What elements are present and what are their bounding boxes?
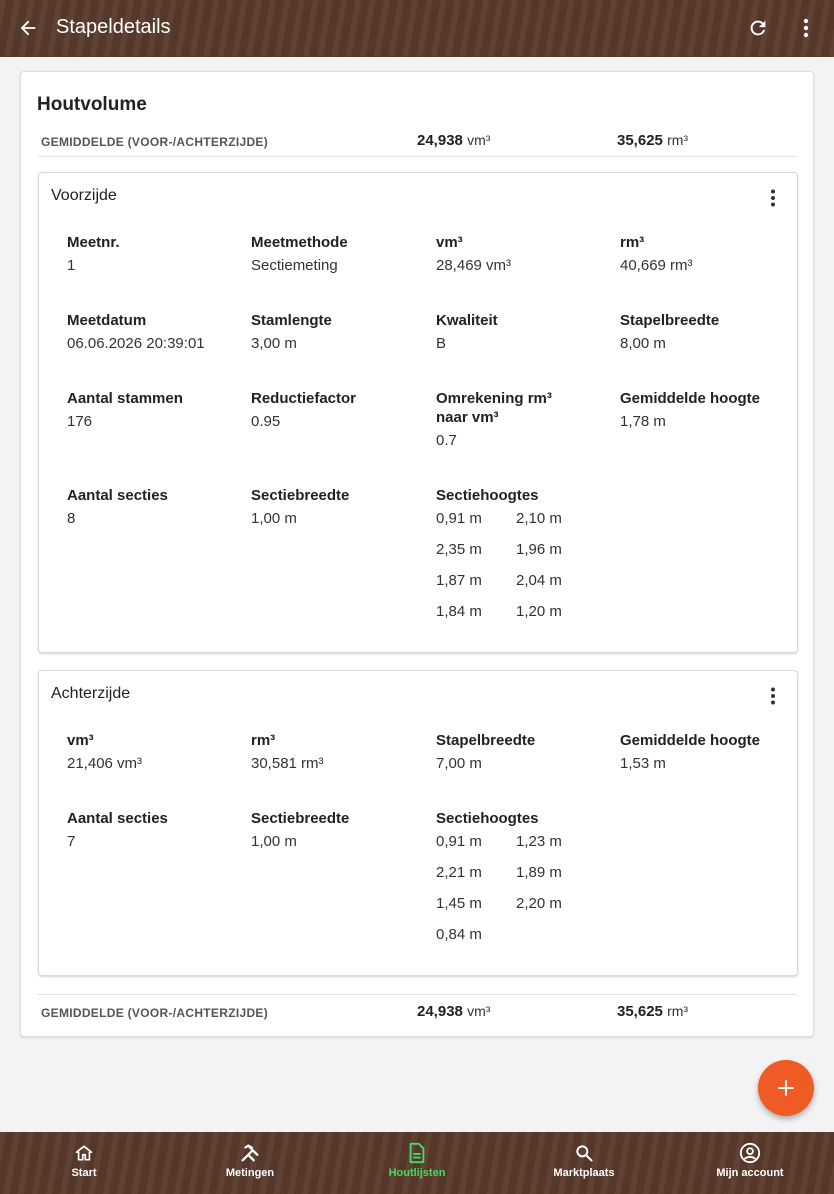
field-value: 176 — [67, 413, 93, 430]
field-value: 40,669 rm³ — [620, 257, 693, 274]
field-value: 1,78 m — [620, 413, 666, 430]
field-key: Gemiddelde hoogte — [620, 390, 761, 407]
field-section-heights — [436, 486, 606, 505]
section-height: 1,20 m — [516, 603, 562, 620]
field-section-width — [251, 486, 421, 528]
field-key: vm³ — [67, 732, 94, 749]
field-key: Omrekening rm³ naar vm³ — [436, 390, 552, 426]
field-section-count — [67, 486, 237, 528]
section-title: Houtvolume — [37, 94, 147, 115]
section-height: 1,87 m — [436, 572, 482, 589]
account-icon — [738, 1142, 762, 1164]
average-rm-value: 35,625 — [617, 132, 663, 149]
average-vm-unit: vm³ — [467, 132, 491, 148]
field-key: vm³ — [436, 234, 463, 251]
field-value: 1,00 m — [251, 833, 297, 850]
section-height: 0,84 m — [436, 926, 482, 943]
nav-item-houtlijsten[interactable] — [357, 1132, 477, 1194]
field-log-length — [251, 311, 421, 353]
field-section-width — [251, 809, 421, 851]
nav-item-metingen[interactable] — [190, 1132, 310, 1194]
section-height: 2,21 m — [436, 864, 482, 881]
field-value: Sectiemeting — [251, 257, 338, 274]
field-quality — [436, 311, 606, 353]
section-height: 1,84 m — [436, 603, 482, 620]
field-key: Kwaliteit — [436, 312, 498, 329]
field-reduction-factor — [251, 389, 421, 431]
field-key: Stamlengte — [251, 312, 332, 329]
field-value: 06.06.2026 20:39:01 — [67, 335, 205, 352]
home-icon — [72, 1142, 96, 1164]
more-vert-icon[interactable] — [759, 683, 787, 709]
more-vert-icon[interactable] — [794, 14, 818, 42]
field-method — [251, 233, 421, 275]
field-key: Meetnr. — [67, 234, 120, 251]
back-side-title: Achterzijde — [51, 685, 131, 702]
field-value: 21,406 vm³ — [67, 755, 143, 772]
nav-label: Start — [71, 1167, 97, 1179]
field-key: Stapelbreedte — [620, 312, 720, 329]
field-key: Aantal stammen — [67, 390, 183, 407]
field-log-count — [67, 389, 237, 431]
section-height: 2,04 m — [516, 572, 562, 589]
field-key: Aantal secties — [67, 810, 168, 827]
field-value: 0.7 — [436, 432, 457, 449]
field-stack-width — [620, 311, 790, 353]
front-side-card — [38, 172, 798, 653]
nav-label: Houtlijsten — [388, 1167, 446, 1179]
field-key: rm³ — [251, 732, 276, 749]
nav-item-start[interactable] — [24, 1132, 144, 1194]
field-value: 7,00 m — [436, 755, 482, 772]
field-key: Aantal secties — [67, 487, 168, 504]
field-conversion — [436, 389, 571, 450]
field-avg-height — [620, 731, 790, 773]
field-measure-nr — [67, 233, 237, 275]
field-value: 0.95 — [251, 413, 281, 430]
field-value: 8 — [67, 510, 76, 527]
field-key: Sectiebreedte — [251, 810, 350, 827]
field-value: B — [436, 335, 447, 352]
bottom-navigation — [0, 1132, 834, 1194]
average-label: GEMIDDELDE (VOOR-/ACHTERZIJDE) — [41, 135, 269, 149]
plus-icon — [776, 1078, 796, 1098]
arrow-back-icon[interactable] — [14, 14, 42, 42]
section-height: 1,45 m — [436, 895, 482, 912]
field-value: 1,53 m — [620, 755, 666, 772]
average-rm — [617, 132, 688, 149]
wood-volume-card — [20, 71, 814, 1037]
field-vm — [67, 731, 237, 773]
page-title: Stapeldetails — [56, 16, 171, 38]
field-avg-height — [620, 389, 790, 431]
field-rm — [251, 731, 421, 773]
field-stack-width — [436, 731, 606, 773]
field-date — [67, 311, 237, 353]
field-vm — [436, 233, 606, 275]
field-rm — [620, 233, 790, 275]
section-height: 1,23 m — [516, 833, 562, 850]
nav-item-marktplaats[interactable] — [524, 1132, 644, 1194]
add-button[interactable] — [758, 1060, 814, 1116]
refresh-icon[interactable] — [744, 14, 772, 42]
nav-label: Metingen — [225, 1167, 275, 1179]
nav-label: Marktplaats — [553, 1167, 615, 1179]
section-height: 2,20 m — [516, 895, 562, 912]
field-key: Stapelbreedte — [436, 732, 536, 749]
average-vm — [417, 1003, 490, 1020]
average-vm-value: 24,938 — [417, 1003, 463, 1020]
field-section-heights — [436, 809, 606, 828]
average-rm-unit: rm³ — [667, 1003, 689, 1019]
tools-icon — [238, 1142, 262, 1164]
more-vert-icon[interactable] — [759, 185, 787, 211]
section-height: 0,91 m — [436, 833, 482, 850]
section-height: 1,89 m — [516, 864, 562, 881]
field-value: 30,581 rm³ — [251, 755, 324, 772]
section-height: 1,96 m — [516, 541, 562, 558]
section-height: 0,91 m — [436, 510, 482, 527]
field-value: 1 — [67, 257, 76, 274]
field-key: Gemiddelde hoogte — [620, 732, 761, 749]
field-key: rm³ — [620, 234, 645, 251]
document-icon — [405, 1142, 429, 1164]
section-heights-grid — [436, 832, 596, 944]
front-side-title: Voorzijde — [51, 187, 117, 204]
back-side-card — [38, 670, 798, 976]
field-key: Sectiehoogtes — [436, 810, 539, 827]
field-value: 3,00 m — [251, 335, 297, 352]
search-icon — [572, 1142, 596, 1164]
section-height: 2,35 m — [436, 541, 482, 558]
section-height: 2,10 m — [516, 510, 562, 527]
field-key: Meetmethode — [251, 234, 348, 251]
field-value: 7 — [67, 833, 76, 850]
field-key: Sectiebreedte — [251, 487, 350, 504]
field-key: Sectiehoogtes — [436, 487, 539, 504]
average-rm-unit: rm³ — [667, 132, 689, 148]
field-value: 8,00 m — [620, 335, 666, 352]
average-vm — [417, 132, 490, 149]
average-rm — [617, 1003, 688, 1020]
average-label: GEMIDDELDE (VOOR-/ACHTERZIJDE) — [41, 1006, 269, 1020]
field-key: Meetdatum — [67, 312, 147, 329]
field-section-count — [67, 809, 237, 851]
nav-item-account[interactable] — [690, 1132, 810, 1194]
field-key: Reductiefactor — [251, 390, 357, 407]
average-row-top — [37, 129, 797, 157]
field-value: 1,00 m — [251, 510, 297, 527]
field-value: 28,469 vm³ — [436, 257, 512, 274]
section-heights-grid — [436, 509, 596, 621]
average-vm-value: 24,938 — [417, 132, 463, 149]
average-rm-value: 35,625 — [617, 1003, 663, 1020]
average-row-bottom — [37, 994, 797, 1022]
app-bar — [0, 0, 834, 57]
nav-label: Mijn account — [716, 1167, 784, 1179]
average-vm-unit: vm³ — [467, 1003, 491, 1019]
